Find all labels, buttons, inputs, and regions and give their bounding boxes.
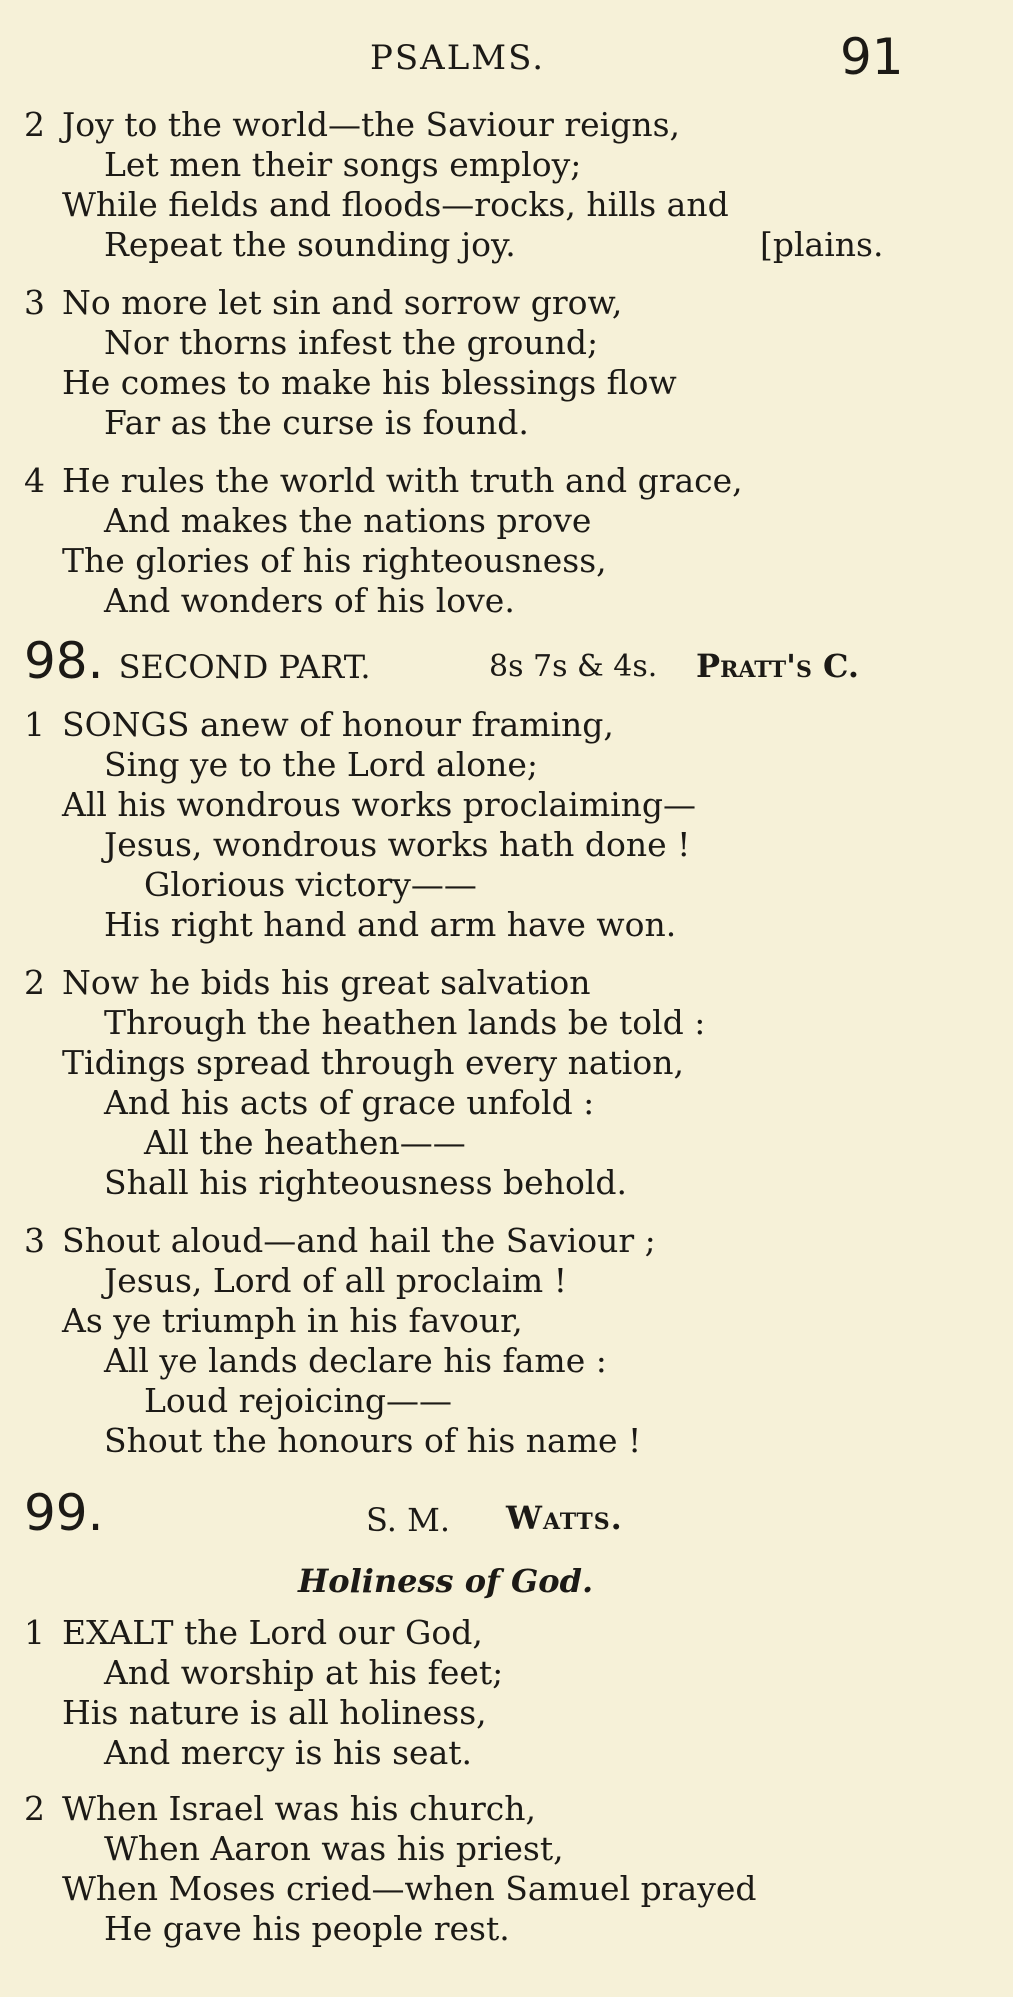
hymn-number: 99. bbox=[24, 1484, 104, 1542]
verse-line: His nature is all holiness, bbox=[62, 1693, 487, 1732]
verse-line: All ye lands declare his fame : bbox=[104, 1341, 607, 1380]
verse-line: When Moses cried—when Samuel prayed bbox=[62, 1869, 757, 1908]
verse-line: Tidings spread through every nation, bbox=[62, 1043, 684, 1082]
hymn-meter: 8s 7s & 4s. bbox=[489, 649, 658, 684]
verse-line: The glories of his righteousness, bbox=[62, 541, 607, 580]
hymn-98-heading bbox=[24, 632, 904, 690]
hymn-99-heading bbox=[24, 1484, 904, 1542]
verse-line: And wonders of his love. bbox=[104, 581, 515, 620]
verse-line: Jesus, Lord of all proclaim ! bbox=[104, 1261, 567, 1300]
verse-number: 3 bbox=[24, 283, 45, 322]
verse-number: 3 bbox=[24, 1221, 45, 1260]
verse-line: He comes to make his blessings flow bbox=[62, 363, 677, 402]
verse-line: And mercy is his seat. bbox=[104, 1733, 473, 1772]
verse-number: 2 bbox=[24, 1789, 45, 1828]
verse-line: Loud rejoicing—— bbox=[144, 1381, 453, 1420]
verse-line: All his wondrous works proclaiming— bbox=[62, 785, 697, 824]
running-title: PSALMS. bbox=[370, 38, 546, 78]
verse-line: 2 When Israel was his church, bbox=[24, 1789, 537, 1828]
verse-line: 3 No more let sin and sorrow grow, bbox=[24, 283, 623, 322]
hymn-number: 98. bbox=[24, 632, 104, 690]
verse-line: 1 SONGS anew of honour framing, bbox=[24, 705, 614, 744]
verse-line: All the heathen—— bbox=[144, 1123, 466, 1162]
verse-line: While fields and floods—rocks, hills and bbox=[62, 185, 729, 224]
verse-number: 1 bbox=[24, 1613, 45, 1652]
verse-line: His right hand and arm have won. bbox=[104, 905, 677, 944]
verse-line: 2 Now he bids his great salvation bbox=[24, 963, 591, 1002]
verse-line: Sing ye to the Lord alone; bbox=[104, 745, 539, 784]
verse-line: And makes the nations prove bbox=[104, 501, 592, 540]
verse-line: He gave his people rest. bbox=[104, 1909, 510, 1948]
verse-line: 4 He rules the world with truth and grace, bbox=[24, 461, 743, 500]
verse-line: 2 Joy to the world—the Saviour reigns, bbox=[24, 105, 681, 144]
hymn-meter: S. M. bbox=[366, 1501, 451, 1539]
verse-line: Let men their songs employ; bbox=[104, 145, 582, 184]
verse-line: Through the heathen lands be told : bbox=[104, 1003, 706, 1042]
verse-line: Jesus, wondrous works hath done ! bbox=[104, 825, 691, 864]
hymn-subtitle: Holiness of God. bbox=[298, 1562, 594, 1600]
verse-number: 1 bbox=[24, 705, 45, 744]
verse-line: As ye triumph in his favour, bbox=[62, 1301, 523, 1340]
hymn-author: Watts. bbox=[506, 1499, 623, 1537]
hymn-title: SECOND PART. bbox=[118, 648, 371, 686]
verse-line: Repeat the sounding joy. bbox=[104, 225, 516, 264]
verse-line: Shall his righteousness behold. bbox=[104, 1163, 628, 1202]
verse-line: And his acts of grace unfold : bbox=[104, 1083, 595, 1122]
verse-line: And worship at his feet; bbox=[104, 1653, 504, 1692]
verse-line: When Aaron was his priest, bbox=[104, 1829, 564, 1868]
verse-line: Far as the curse is found. bbox=[104, 403, 529, 442]
verse-line: Glorious victory—— bbox=[144, 865, 477, 904]
verse-line: 3 Shout aloud—and hail the Saviour ; bbox=[24, 1221, 656, 1260]
page-header bbox=[0, 28, 1013, 88]
verse-line: Nor thorns infest the ground; bbox=[104, 323, 599, 362]
page-number: 91 bbox=[840, 28, 904, 86]
verse-line: Shout the honours of his name ! bbox=[104, 1421, 642, 1460]
verse-number: 2 bbox=[24, 105, 45, 144]
verse-number: 2 bbox=[24, 963, 45, 1002]
hymn-tune: Pratt's C. bbox=[696, 647, 860, 685]
verse-number: 4 bbox=[24, 461, 45, 500]
turnover-word: [plains. bbox=[760, 225, 884, 264]
verse-line: 1 EXALT the Lord our God, bbox=[24, 1613, 483, 1652]
